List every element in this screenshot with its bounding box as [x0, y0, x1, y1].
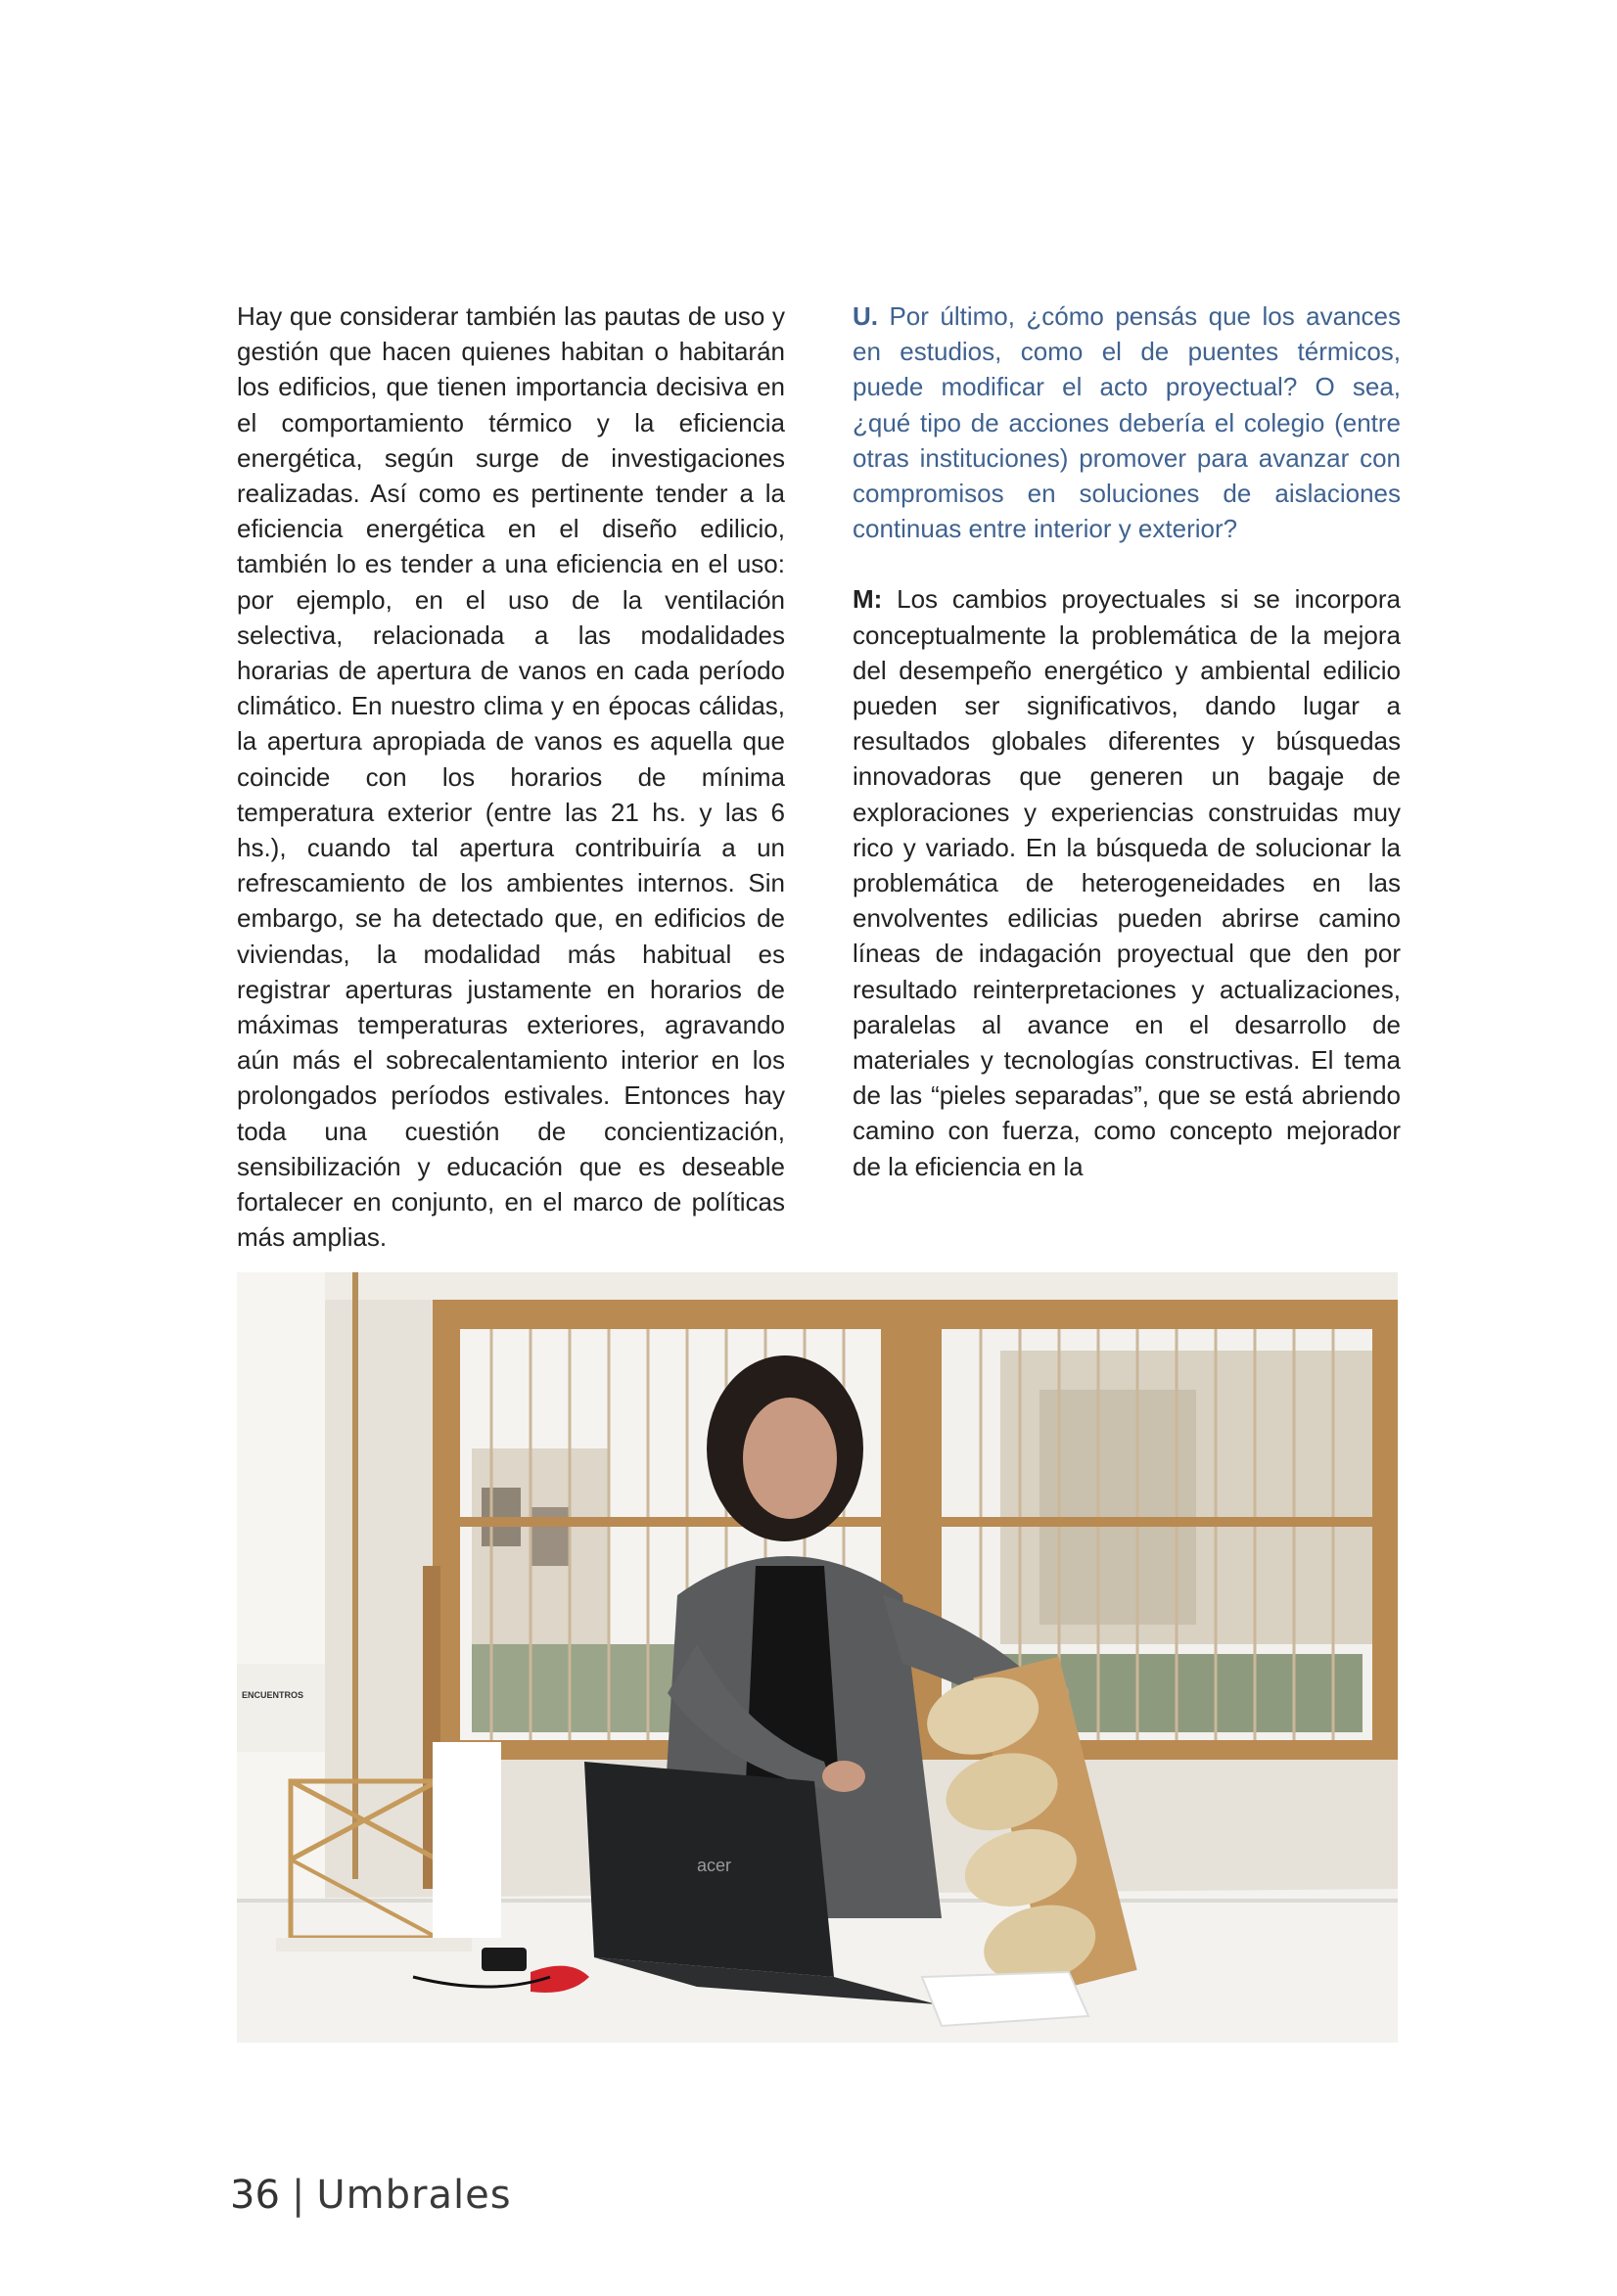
interview-question [853, 298, 1401, 546]
right-column [853, 298, 1401, 1184]
question-text: Por último, ¿cómo pensás que los avances en estudios, como el de puentes térmicos, puede modificar el acto proyectual? O sea, ¿qué tipo de acciones debería el colegio (entre otras instituciones) promover para avanzar con compromisos en soluciones de aislaciones continuas entre interior y exterior? [853, 301, 1401, 544]
article-photo [237, 1272, 1398, 2043]
body-paragraph: Hay que considerar también las pautas de uso y gestión que hacen quienes habitan o habitarán los edificios, que tienen importancia decisiva en el comportamiento térmico y la eficiencia energética, según surge de investigaciones realizadas. Así como es pertinente tender a la eficiencia energética en el diseño edilicio, también lo es tender a una eficiencia en el uso: por ejemplo, en el uso de la ventilación selectiva, relacionada a las modalidades horarias de apertura de vanos en cada período climático. En nuestro clima y en épocas cálidas, la apertura apropiada de vanos es aquella que coincide con los horarios de mínima temperatura exterior (entre las 21 hs. y las 6 hs.), cuando tal apertura contribuiría a un refrescamiento de los ambientes internos. Sin embargo, se ha detectado que, en edificios de viviendas, la modalidad más habitual es registrar aperturas justamente en horarios de máximas temperaturas exteriores, agravando aún más el sobrecalentamiento interior en los prolongados períodos estivales. Entonces hay toda una cuestión de concientización, sensibilización y educación que es deseable fortalecer en conjunto, en el marco de políticas más amplias. [237, 301, 785, 1253]
page-footer [230, 2173, 512, 2218]
footer-separator: | [291, 2173, 305, 2218]
photo-illustration [237, 1272, 1398, 2043]
interview-answer [853, 581, 1401, 1183]
answer-text: Los cambios proyectuales si se incorpora conceptualmente la problemática de la mejora del desempeño energético y ambiental edilicio pueden ser significativos, dando lugar a resultados globales diferentes y búsquedas innovadoras que generen un bagaje de exploraciones y experiencias construidas muy rico y variado. En la búsqueda de solucionar la problemática de heterogeneidades en las envolventes edilicias pueden abrirse camino líneas de indagación proyectual que den por resultado reinterpretaciones y actualizaciones, paralelas al avance en el desarrollo de materiales y tecnologías constructivas. El tema de las “pieles separadas”, que se está abriendo camino con fuerza, como concepto mejorador de la eficiencia en la [853, 584, 1401, 1181]
page-number: 36 [230, 2173, 280, 2218]
answer-label: M: [853, 584, 883, 615]
poster-heading: ENCUENTROS [242, 1690, 304, 1700]
magazine-name: Umbrales [316, 2173, 512, 2218]
question-label: U. [853, 301, 878, 331]
laptop-logo: acer [697, 1856, 732, 1875]
left-column [237, 298, 785, 1255]
